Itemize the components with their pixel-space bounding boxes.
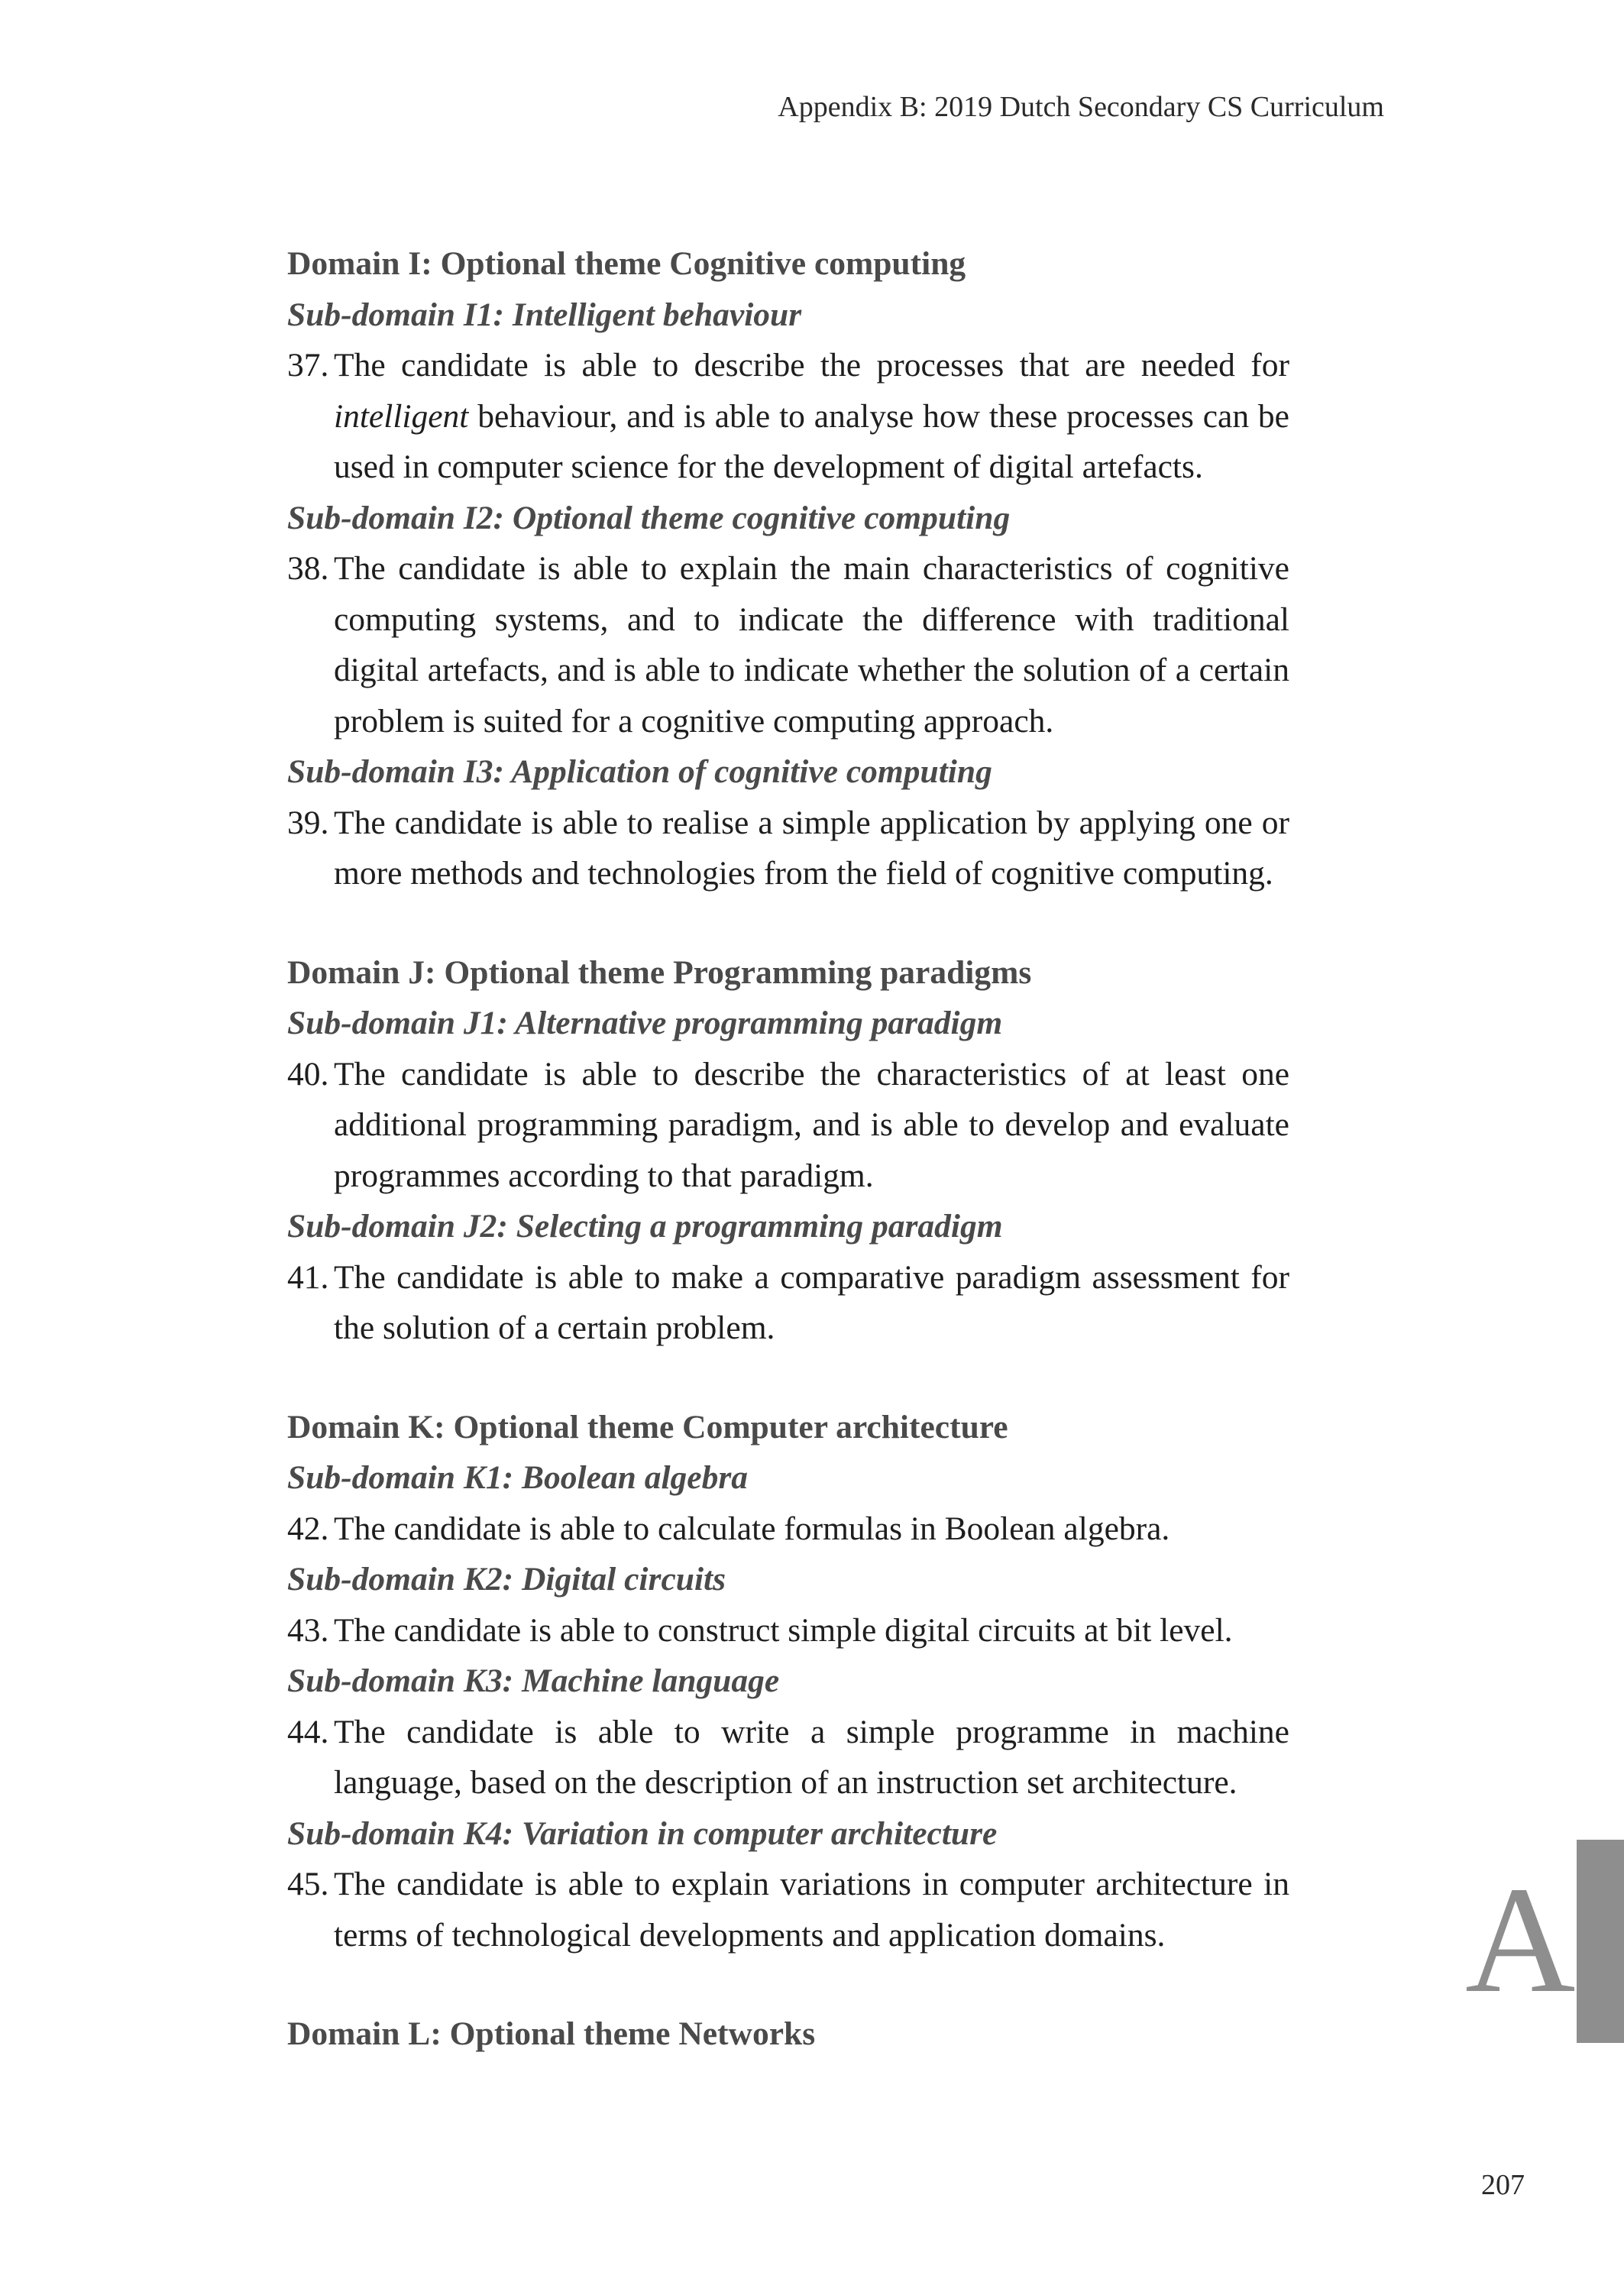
subdomain-i3-heading: Sub-domain I3: Application of cognitive computing	[287, 753, 992, 790]
objective-number: 44.	[287, 1713, 329, 1750]
objective-text: The candidate is able to write a simple programme in machine language, based on the description of an instruction set architecture.	[334, 1713, 1289, 1801]
section-gap	[287, 1354, 1289, 1402]
objective-text: The candidate is able to realise a simple application by applying one or more methods and technologies from the field of cognitive computing.	[334, 804, 1289, 892]
objective-42	[287, 1504, 1289, 1555]
running-header: Appendix B: 2019 Dutch Secondary CS Curriculum	[778, 91, 1384, 123]
subdomain-k1-heading: Sub-domain K1: Boolean algebra	[287, 1459, 749, 1496]
subdomain-i1-heading: Sub-domain I1: Intelligent behaviour	[287, 296, 802, 333]
objective-text: The candidate is able to describe the characteristics of at least one additional programming paradigm, and is able to develop and evaluate programmes according to that paradigm.	[334, 1055, 1289, 1194]
emphasis-intelligent: intelligent	[334, 397, 469, 435]
section-gap	[287, 1960, 1289, 2009]
subdomain-j2-heading: Sub-domain J2: Selecting a programming paradigm	[287, 1208, 1003, 1245]
subdomain-i2-heading: Sub-domain I2: Optional theme cognitive computing	[287, 499, 1011, 536]
appendix-tab-letter: A	[1465, 1856, 1576, 2025]
objective-44	[287, 1707, 1289, 1808]
subdomain-k3-heading: Sub-domain K3: Machine language	[287, 1662, 780, 1699]
objective-38	[287, 543, 1289, 746]
objective-text: The candidate is able to make a comparative paradigm assessment for the solution of a certain problem.	[334, 1258, 1289, 1346]
subdomain-k2-heading: Sub-domain K2: Digital circuits	[287, 1561, 726, 1598]
page-body	[287, 238, 1289, 2060]
objective-text: The candidate is able to describe the processes that are needed for intelligent behaviour, and is able to analyse how these processes can be used in computer science for the development of digital artefacts.	[334, 347, 1289, 485]
domain-j-heading: Domain J: Optional theme Programming paradigms	[287, 953, 1032, 991]
objective-41	[287, 1252, 1289, 1354]
objective-40	[287, 1049, 1289, 1202]
objective-number: 42.	[287, 1510, 329, 1547]
domain-l-heading: Domain L: Optional theme Networks	[287, 2015, 816, 2052]
subdomain-j1-heading: Sub-domain J1: Alternative programming paradigm	[287, 1005, 1003, 1041]
objective-text: The candidate is able to explain the main characteristics of cognitive computing systems, and to indicate the difference with traditional digital artefacts, and is able to indicate whether the solution of a certain problem is suited for a cognitive computing approach.	[334, 550, 1289, 740]
objective-37	[287, 340, 1289, 493]
domain-k-heading: Domain K: Optional theme Computer architecture	[287, 1408, 1008, 1445]
page-number: 207	[1481, 2169, 1525, 2201]
objective-number: 40.	[287, 1055, 329, 1093]
objective-text: The candidate is able to calculate formulas in Boolean algebra.	[334, 1510, 1170, 1547]
objective-number: 38.	[287, 550, 329, 587]
objective-number: 37.	[287, 347, 329, 384]
objective-43	[287, 1605, 1289, 1656]
objective-number: 39.	[287, 804, 329, 841]
domain-i-heading: Domain I: Optional theme Cognitive computing	[287, 245, 966, 282]
objective-39	[287, 798, 1289, 899]
subdomain-k4-heading: Sub-domain K4: Variation in computer architecture	[287, 1814, 998, 1852]
appendix-thumb-tab	[1577, 1840, 1624, 2043]
objective-45	[287, 1859, 1289, 1960]
objective-number: 45.	[287, 1866, 329, 1902]
objective-text: The candidate is able to explain variations in computer architecture in terms of technological developments and application domains.	[334, 1866, 1289, 1954]
objective-text: The candidate is able to construct simple digital circuits at bit level.	[334, 1611, 1233, 1649]
section-gap	[287, 899, 1289, 947]
objective-number: 43.	[287, 1611, 329, 1649]
objective-number: 41.	[287, 1258, 329, 1296]
